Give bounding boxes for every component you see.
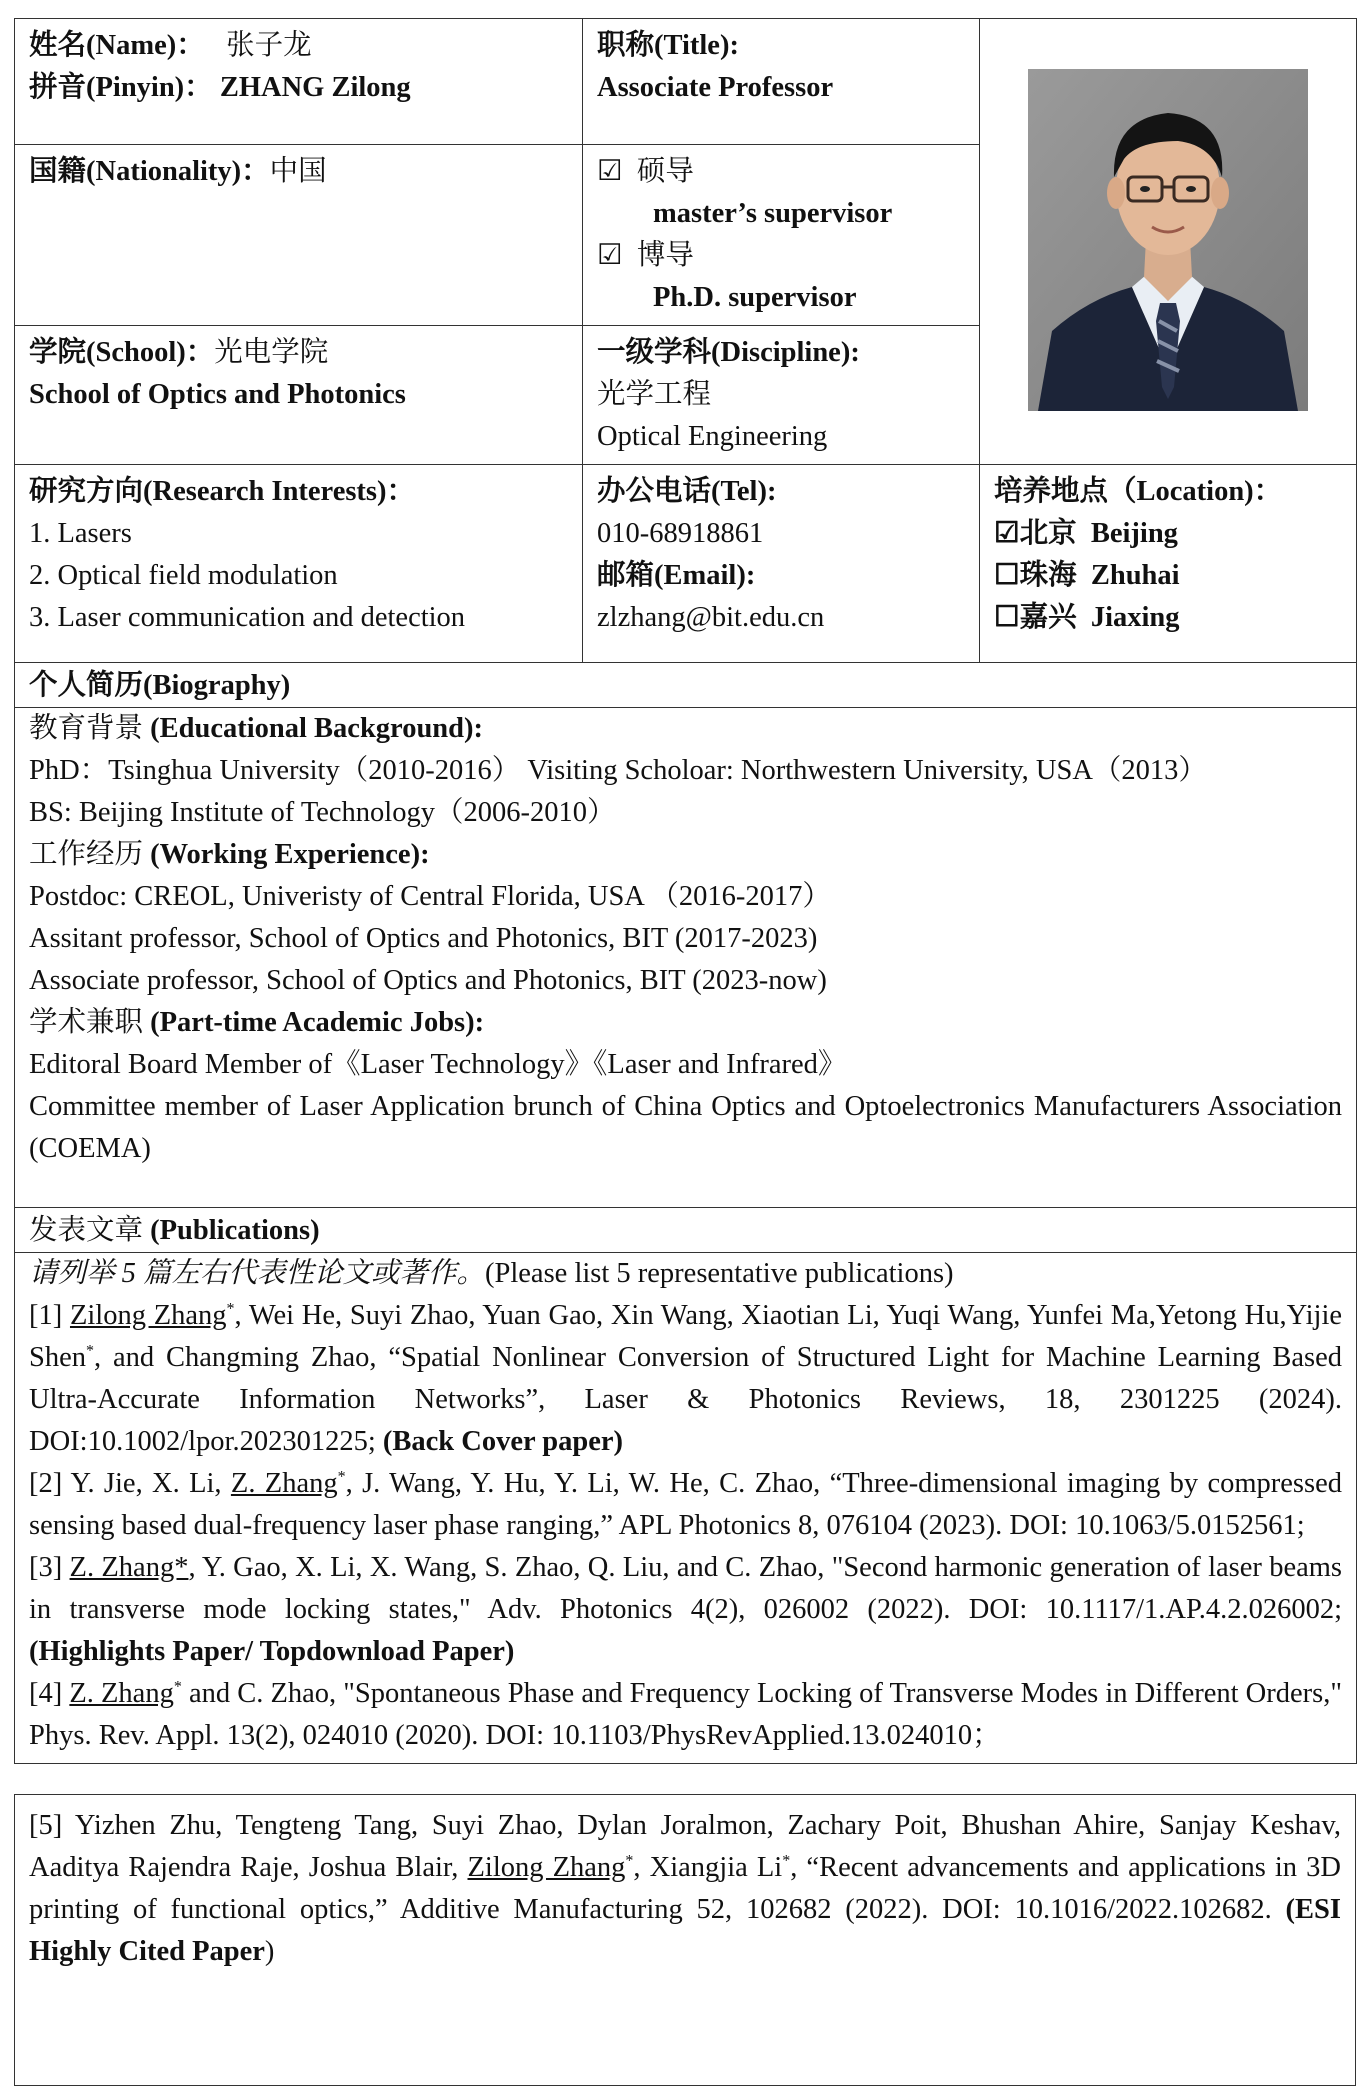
work-heading-cn: 工作经历 (29, 839, 144, 870)
publication-text: , “Recent advancements and applications in 3D printing of functional optics,” Additive Manufacturing 52, 102682 (2022). DOI: 10.1016/2022.102682. (29, 1852, 1341, 1925)
location-en: Jiaxing (1090, 602, 1180, 633)
publication-author: Zilong Zhang (69, 1300, 227, 1331)
publication-number: [4] (29, 1678, 70, 1709)
publication-highlight: (ESI Highly Cited Paper (29, 1894, 1341, 1967)
biography-cell (15, 708, 1357, 1208)
discipline-cn: 光学工程 (597, 379, 712, 410)
work-heading-en: (Working Experience): (150, 839, 430, 870)
corresponding-star: * (173, 1678, 182, 1696)
portrait-photo (1028, 69, 1308, 411)
work-line: Associate professor, School of Optics and Photonics, BIT (2023-now) (29, 965, 827, 996)
publication-author: Z. Zhang (230, 1468, 338, 1499)
work-line: Assitant professor, School of Optics and Photonics, BIT (2017-2023) (29, 923, 818, 954)
publication-text: , J. Wang, Y. Hu, Y. Li, W. He, C. Zhao, “Three-dimensional imaging by compressed sensing based dual-frequency laser phase ranging,” APL Photonics 8, 076104 (2023). DOI: 10.1063/5.0152561; (29, 1468, 1342, 1541)
publication-text: Y. Jie, X. Li, (70, 1468, 231, 1499)
location-cn: 珠海 (1019, 560, 1077, 591)
school-en: School of Optics and Photonics (29, 379, 406, 410)
publication-text: and C. Zhao, "Spontaneous Phase and Frequency Locking of Transverse Modes in Different Orders," Phys. Rev. Appl. 13(2), 024010 (2020). DOI: 10.1103/PhysRevApplied.13.024010； (29, 1678, 1342, 1751)
location-checkbox-icon: ☐ (994, 560, 1020, 591)
phd-checkbox-icon: ☑ (597, 240, 623, 271)
location-en: Zhuhai (1090, 560, 1180, 591)
school-cn: 光电学院 (214, 337, 329, 368)
school-cell (15, 326, 583, 465)
location-checkbox-icon: ☑ (994, 518, 1020, 549)
education-heading-cn: 教育背景 (29, 713, 144, 744)
cv-sheet (14, 18, 1356, 2086)
publication-number: [1] (29, 1300, 70, 1331)
continued-table (14, 1794, 1356, 2086)
publication-author: Z. Zhang (69, 1678, 174, 1709)
pinyin-value: ZHANG Zilong (219, 72, 411, 103)
tel-value: 010-68918861 (597, 518, 764, 549)
publication-author: Z. Zhang* (69, 1552, 189, 1583)
discipline-en: Optical Engineering (597, 421, 828, 452)
research-item: 3. Laser communication and detection (29, 602, 466, 633)
nationality-label: 国籍(Nationality)： (29, 156, 270, 187)
publications-label-cn: 发表文章 (29, 1215, 144, 1246)
discipline-cell (583, 326, 980, 465)
jobs-heading-en: (Part-time Academic Jobs): (150, 1007, 485, 1038)
corresponding-star: * (625, 1852, 634, 1870)
publication-highlight: (Back Cover paper) (382, 1426, 623, 1457)
corresponding-star: * (226, 1300, 235, 1318)
tel-label: 办公电话(Tel): (597, 476, 777, 507)
cv-table (14, 18, 1357, 1764)
location-checkbox-icon: ☐ (994, 602, 1020, 633)
biography-label: 个人简历(Biography) (29, 670, 291, 701)
email-value: zlzhang@bit.edu.cn (597, 602, 825, 633)
discipline-label: 一级学科(Discipline): (597, 337, 860, 368)
photo-cell (980, 19, 1357, 465)
research-item: 2. Optical field modulation (29, 560, 338, 591)
education-heading-en: (Educational Background): (150, 713, 483, 744)
publications-instruction-en: (Please list 5 representative publications) (485, 1258, 954, 1289)
publication-text: ) (264, 1936, 275, 1967)
corresponding-star: * (86, 1342, 94, 1360)
research-label: 研究方向(Research Interests)： (29, 476, 416, 507)
corresponding-star: * (782, 1852, 791, 1870)
publication-item (29, 1463, 1342, 1547)
name-value: 张子龙 (226, 30, 312, 61)
nationality-value: 中国 (269, 156, 327, 187)
publications-label-en: (Publications) (150, 1215, 320, 1246)
publication-number: [5] (29, 1810, 75, 1841)
publication-item (29, 1673, 1342, 1757)
publication-highlight: (Highlights Paper/ Topdownload Paper) (29, 1636, 515, 1667)
nationality-cell (15, 145, 583, 326)
location-label: 培养地点（Location)： (994, 476, 1283, 507)
location-cn: 嘉兴 (1019, 602, 1077, 633)
contact-cell (583, 465, 980, 663)
email-label: 邮箱(Email): (597, 560, 756, 591)
title-cell (583, 19, 980, 145)
publication-number: [2] (29, 1468, 71, 1499)
master-supervisor-cn: 硕导 (636, 156, 694, 187)
research-cell (15, 465, 583, 663)
publication-author: Zilong Zhang (467, 1852, 626, 1883)
title-label: 职称(Title): (597, 30, 739, 61)
publication-text: , and Changming Zhao, “Spatial Nonlinear Conversion of Structured Light for Machine Learning Based Ultra-Accurate Information Networks”, Laser & Photonics Reviews, 18, 2301225 (2024). DOI:10.1002/lpor.202301225; (29, 1342, 1342, 1457)
publication-item (29, 1547, 1342, 1673)
publications-instruction-cn: 请列举 5 篇左右代表性论文或著作。 (29, 1258, 486, 1289)
jobs-line: Committee member of Laser Application brunch of China Optics and Optoelectronics Manufacturers Association (COEMA) (29, 1091, 1342, 1164)
pinyin-label: 拼音(Pinyin)： (29, 72, 213, 103)
education-line: PhD：Tsinghua University（2010-2016） Visiting Scholoar: Northwestern University, USA（2013） (29, 755, 1207, 786)
master-checkbox-icon: ☑ (597, 156, 623, 187)
corresponding-star: * (337, 1468, 346, 1486)
research-item: 1. Lasers (29, 518, 132, 549)
phd-supervisor-cn: 博导 (636, 240, 694, 271)
school-label: 学院(School)： (29, 337, 215, 368)
biography-header-cell (15, 663, 1357, 708)
phd-supervisor-en: Ph.D. supervisor (653, 282, 857, 313)
publication-number: [3] (29, 1552, 70, 1583)
supervisor-cell (583, 145, 980, 326)
jobs-heading-cn: 学术兼职 (29, 1007, 144, 1038)
master-supervisor-en: master’s supervisor (653, 198, 893, 229)
publication-text: , Wei He, Suyi Zhao, Yuan Gao, Xin Wang, Xiaotian Li, Yuqi Wang, Yunfei Ma,Yetong Hu,Yijie Shen (29, 1300, 1343, 1373)
title-value: Associate Professor (597, 72, 834, 103)
publication-item (29, 1805, 1341, 1973)
location-cn: 北京 (1019, 518, 1077, 549)
jobs-line: Editoral Board Member of《Laser Technology》《Laser and Infrared》 (29, 1049, 847, 1080)
name-label: 姓名(Name)： (29, 30, 205, 61)
name-cell (15, 19, 583, 145)
location-en: Beijing (1090, 518, 1178, 549)
work-line: Postdoc: CREOL, Univeristy of Central Florida, USA （2016-2017） (29, 881, 831, 912)
publication-text: Yizhen Zhu, Tengteng Tang, Suyi Zhao, Dylan Joralmon, Zachary Poit, Bhushan Ahire, Sanjay Keshav, Aaditya Rajendra Raje, Joshua Blair, (29, 1810, 1341, 1883)
publications-header-cell (15, 1208, 1357, 1253)
location-cell (980, 465, 1357, 663)
publication-5-cell (15, 1795, 1356, 2086)
publication-item (29, 1295, 1342, 1463)
publication-text: , Y. Gao, X. Li, X. Wang, S. Zhao, Q. Liu, and C. Zhao, "Second harmonic generation of laser beams in transverse mode locking states," Adv. Photonics 4(2), 026002 (2022). DOI: 10.1117/1.AP.4.2.026002; (29, 1552, 1343, 1625)
publications-cell (15, 1253, 1357, 1764)
education-line: BS: Beijing Institute of Technology（2006-2010） (29, 797, 616, 828)
publication-text: , Xiangjia Li (633, 1852, 783, 1883)
